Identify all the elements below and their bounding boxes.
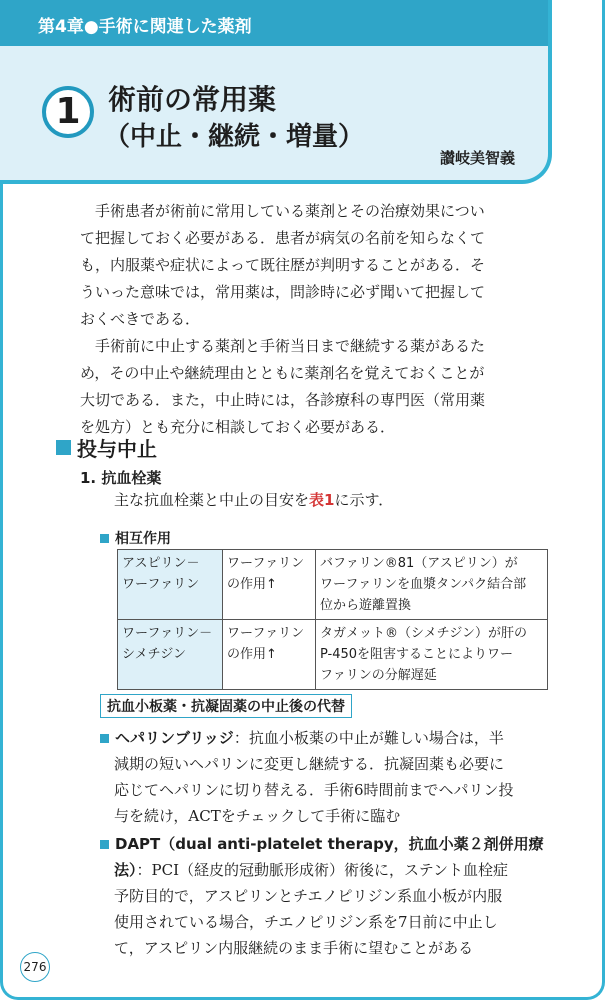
section-heading-text: 投与中止 bbox=[77, 437, 157, 461]
text-line bbox=[100, 857, 552, 883]
text-line: 手術前に中止する薬剤と手術当日まで継続する薬があるた bbox=[95, 337, 486, 355]
cell-line: 位から遊離置換 bbox=[320, 598, 412, 613]
list-item-lead: DAPT（dual anti-platelet therapy，抗血小薬２剤併用療 bbox=[115, 835, 544, 853]
desc-text: 主な抗血栓薬と中止の目安を bbox=[114, 491, 310, 509]
alternatives-box-label: 抗血小板薬・抗凝固薬の中止後の代替 bbox=[100, 694, 352, 718]
cell-line: アスピリン－ bbox=[122, 556, 200, 571]
page-number: 276 bbox=[20, 952, 50, 982]
chapter-label: 第4章●手術に関連した薬剤 bbox=[38, 17, 252, 37]
table-row bbox=[118, 550, 548, 620]
cell-line: の作用↑ bbox=[227, 647, 277, 662]
text-line: め，その中止や継続理由とともに薬剤名を覚えておくことが bbox=[80, 364, 485, 382]
table-cell-pair bbox=[118, 620, 223, 690]
table-reference-link[interactable]: 表1 bbox=[309, 491, 335, 509]
list-item-lead: ヘパリンブリッジ bbox=[115, 729, 234, 747]
page-title: 術前の常用薬 bbox=[108, 83, 277, 116]
text-line: おくべきである． bbox=[80, 310, 201, 328]
text-line: を処方）とも充分に相談しておく必要がある． bbox=[80, 418, 396, 436]
intro-paragraph-2 bbox=[80, 333, 550, 441]
text-line: 大切である．また，中止時には，各診療科の専門医（常用薬 bbox=[80, 391, 486, 409]
text-line bbox=[100, 831, 552, 857]
cell-line: ワーファリン bbox=[227, 556, 305, 571]
cell-line: ワーファリン－ bbox=[122, 626, 213, 641]
text-line: ういった意味では，常用薬は，問診時に必ず聞いて把握して bbox=[80, 283, 486, 301]
page-subtitle: （中止・継続・増量） bbox=[104, 122, 365, 152]
text-line: て，アスピリン内服継続のまま手術に望むことがある bbox=[114, 939, 474, 957]
square-bullet-icon bbox=[56, 440, 71, 455]
cell-line: ファリンの分解遅延 bbox=[320, 668, 437, 683]
interaction-heading bbox=[100, 528, 171, 548]
table-cell-effect bbox=[223, 620, 316, 690]
list-item-text: ：PCI（経皮的冠動脈形成術）術後に，ステント血栓症 bbox=[136, 861, 508, 879]
text-line bbox=[100, 725, 552, 751]
square-bullet-icon bbox=[100, 734, 109, 743]
section-heading bbox=[56, 433, 157, 462]
text-line: 予防目的で，アスピリンとチエノピリジン系血小板が内服 bbox=[114, 887, 503, 905]
cell-line: バファリン®81（アスピリン）が bbox=[320, 556, 518, 571]
section-number: 1 bbox=[42, 86, 94, 138]
text-line: も，内服薬や症状によって既往歴が判明することがある．そ bbox=[80, 256, 486, 274]
list-item-dapt bbox=[100, 831, 552, 961]
text-line: 減期の短いヘパリンに変更し継続する．抗凝固薬も必要に bbox=[114, 755, 505, 773]
cell-line: の作用↑ bbox=[227, 577, 277, 592]
table-row bbox=[118, 620, 548, 690]
table-cell-effect bbox=[223, 550, 316, 620]
cell-line: シメチジン bbox=[122, 647, 187, 662]
cell-line: ワーファリンを血漿タンパク結合部 bbox=[320, 577, 527, 592]
cell-line: ワーファリン bbox=[227, 626, 305, 641]
subsection-description bbox=[114, 489, 393, 510]
cell-line: P-450を阻害することによりワー bbox=[320, 647, 514, 662]
list-item-text: ：抗血小板薬の中止が難しい場合は，半 bbox=[233, 729, 504, 747]
table-cell-note bbox=[316, 550, 548, 620]
text-line: 使用されている場合，チエノピリジン系を7日前に中止し bbox=[114, 913, 498, 931]
interaction-table bbox=[117, 549, 548, 690]
desc-text: に示す． bbox=[334, 491, 394, 509]
author-name: 讃岐美智義 bbox=[440, 149, 516, 167]
text-line: 手術患者が術前に常用している薬剤とその治療効果につい bbox=[95, 202, 485, 220]
interaction-heading-text: 相互作用 bbox=[115, 531, 171, 547]
text-line: て把握しておく必要がある．患者が病気の名前を知らなくて bbox=[80, 229, 486, 247]
subsection-heading: 1. 抗血栓薬 bbox=[80, 469, 162, 487]
cell-line: ワーファリン bbox=[122, 577, 200, 592]
list-item-heparin-bridge bbox=[100, 725, 552, 829]
cell-line: タガメット®（シメチジン）が肝の bbox=[320, 626, 528, 641]
table-cell-pair bbox=[118, 550, 223, 620]
square-bullet-icon bbox=[100, 534, 109, 543]
intro-paragraph-1 bbox=[80, 198, 550, 333]
text-line: 与を続け，ACTをチェックして手術に臨む bbox=[114, 807, 401, 825]
list-item-lead: 法） bbox=[114, 861, 137, 879]
table-cell-note bbox=[316, 620, 548, 690]
text-line: 応じてヘパリンに切り替える．手術6時間前までヘパリン投 bbox=[114, 781, 514, 799]
square-bullet-icon bbox=[100, 840, 109, 849]
